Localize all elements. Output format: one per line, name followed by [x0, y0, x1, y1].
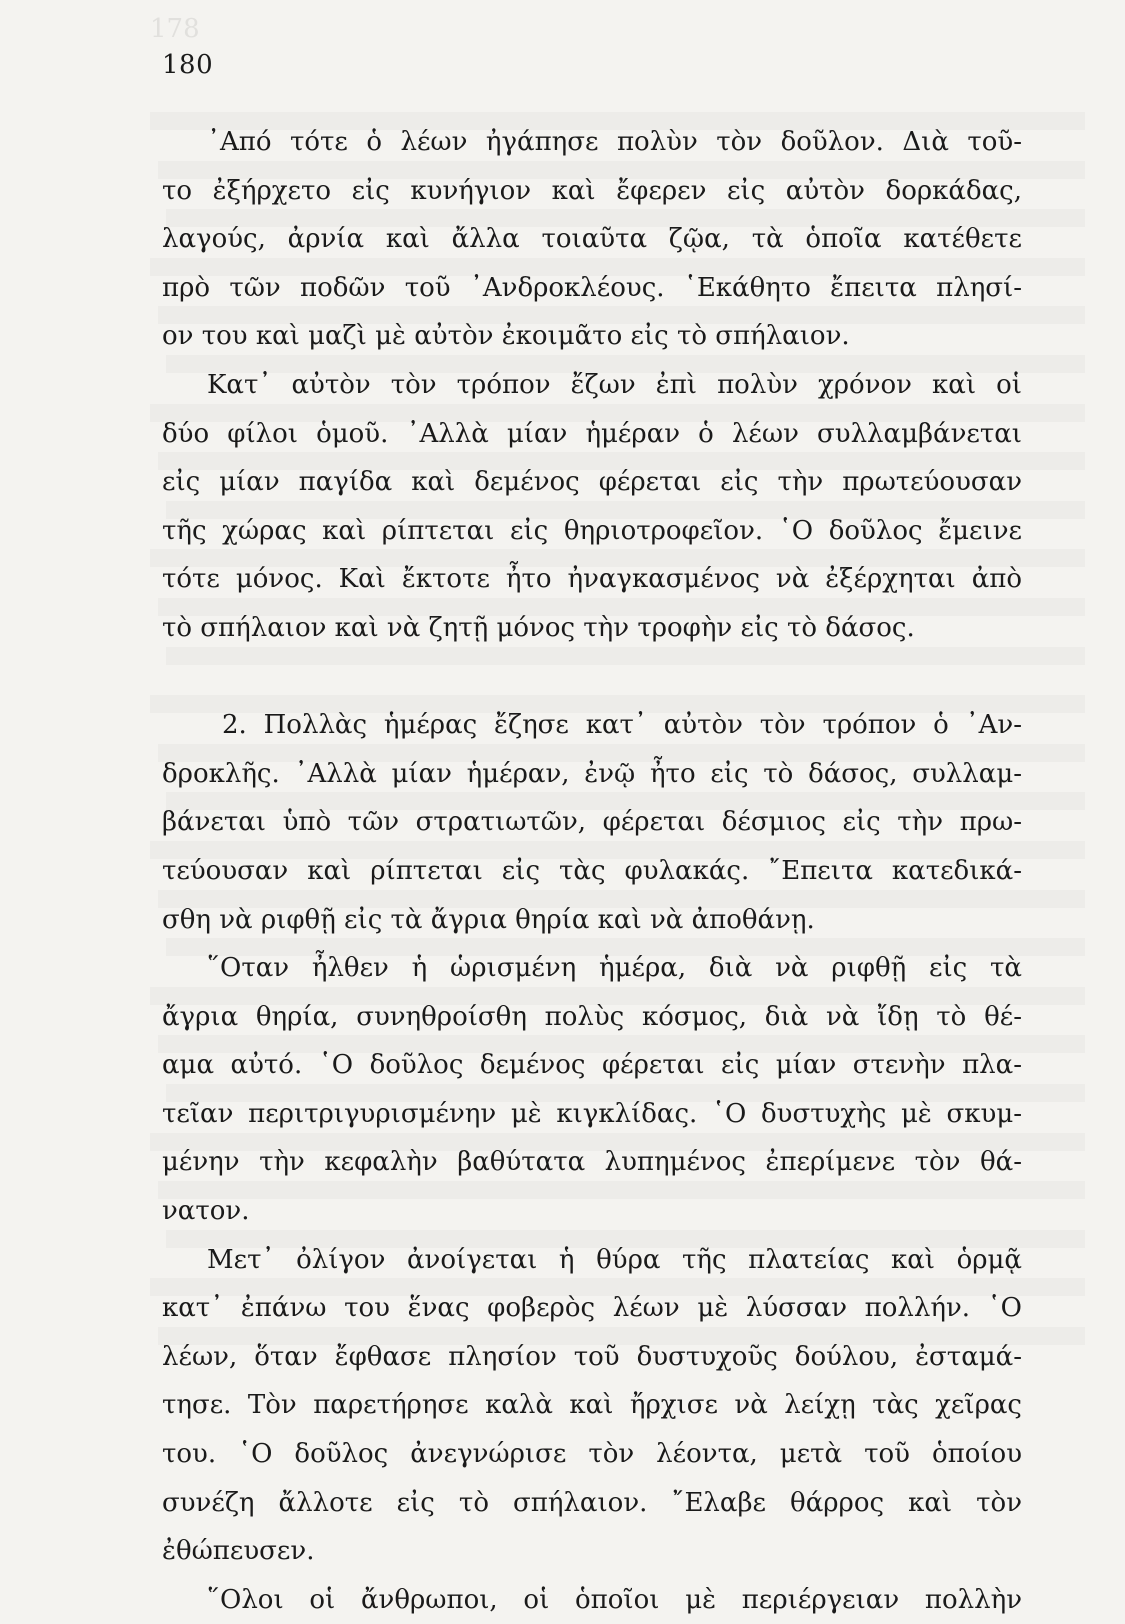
text-line: ῞Οταν ἦλθεν ἡ ὡρισμένη ἡμέρα, διὰ νὰ ριφθῇ εἰς τὰ — [207, 953, 1022, 984]
text-line: τῆς χώρας καὶ ρίπτεται εἰς θηριοτροφεῖον. ῾Ο δοῦλος ἔμεινε — [162, 515, 1022, 546]
text-line: τότε μόνος. Καὶ ἔκτοτε ἦτο ἠναγκασμένος νὰ ἐξέρχηται ἀπὸ — [162, 564, 1022, 595]
text-line: συνέζη ἄλλοτε εἰς τὸ σπήλαιον. ῎Ελαβε θάρρος καὶ τὸν — [162, 1487, 1022, 1518]
bleed-through-page-number: 178 — [150, 14, 200, 44]
text-line: του. ῾Ο δοῦλος ἀνεγνώρισε τὸν λέοντα, μετὰ τοῦ ὁποίου — [162, 1439, 1022, 1470]
text-line: σθη νὰ ριφθῇ εἰς τὰ ἄγρια θηρία καὶ νὰ ἀποθάνῃ. — [162, 904, 815, 935]
text-line: αμα αὐτό. ῾Ο δοῦλος δεμένος φέρεται εἰς μίαν στενὴν πλα- — [162, 1050, 1022, 1081]
text-line: τὸ σπήλαιον καὶ νὰ ζητῇ μόνος τὴν τροφὴν εἰς τὸ δάσος. — [162, 612, 915, 643]
text-line: δύο φίλοι ὁμοῦ. ᾿Αλλὰ μίαν ἡμέραν ὁ λέων συλλαμβάνεται — [162, 418, 1022, 449]
text-line: ᾿Από τότε ὁ λέων ἠγάπησε πολὺν τὸν δοῦλον. Διὰ τοῦ- — [207, 127, 1022, 157]
text-line: το ἐξήρχετο εἰς κυνήγιον καὶ ἔφερεν εἰς αὐτὸν δορκάδας, — [162, 175, 1022, 206]
text-line: ἐθώπευσεν. — [162, 1536, 315, 1567]
text-line: 2. Πολλὰς ἡμέρας ἔζησε κατ᾿ αὐτὸν τὸν τρόπον ὁ ᾿Αν- — [222, 710, 1022, 741]
text-line: πρὸ τῶν ποδῶν τοῦ ᾿Ανδροκλέους. ῾Εκάθητο ἔπειτα πλησί- — [162, 272, 1022, 303]
text-line: λαγούς, ἀρνία καὶ ἄλλα τοιαῦτα ζῷα, τὰ ὁποῖα κατέθετε — [162, 224, 1022, 255]
text-line: εἰς μίαν παγίδα καὶ δεμένος φέρεται εἰς τὴν πρωτεύουσαν — [162, 467, 1022, 498]
text-line: τεύουσαν καὶ ρίπτεται εἰς τὰς φυλακάς. ῎Επειτα κατεδικά- — [162, 855, 1022, 886]
text-line: μένην τὴν κεφαλὴν βαθύτατα λυπημένος ἐπερίμενε τὸν θά- — [162, 1147, 1022, 1178]
body-text — [162, 118, 1022, 1624]
text-line: δροκλῆς. ᾿Αλλὰ μίαν ἡμέραν, ἐνῷ ἦτο εἰς τὸ δάσος, συλλαμ- — [162, 758, 1022, 789]
text-line: Μετ᾿ ὀλίγον ἀνοίγεται ἡ θύρα τῆς πλατείας καὶ ὁρμᾷ — [207, 1244, 1022, 1275]
text-line: λέων, ὅταν ἔφθασε πλησίον τοῦ δυστυχοῦς δούλου, ἐσταμά- — [162, 1341, 1022, 1372]
text-line: νατον. — [162, 1196, 250, 1227]
text-line: τεῖαν περιτριγυρισμένην μὲ κιγκλίδας. ῾Ο δυστυχὴς μὲ σκυμ- — [162, 1098, 1022, 1129]
text-line — [162, 653, 1022, 702]
text-line: κατ᾿ ἐπάνω του ἕνας φοβερὸς λέων μὲ λύσσαν πολλήν. ῾Ο — [162, 1293, 1022, 1324]
text-line: Κατ᾿ αὐτὸν τὸν τρόπον ἔζων ἐπὶ πολὺν χρόνον καὶ οἱ — [207, 369, 1022, 400]
text-line: ον του καὶ μαζὶ μὲ αὐτὸν ἐκοιμᾶτο εἰς τὸ σπήλαιον. — [162, 321, 850, 352]
text-line: ἄγρια θηρία, συνηθροίσθη πολὺς κόσμος, διὰ νὰ ἴδῃ τὸ θέ- — [162, 1001, 1022, 1032]
page-number: 180 — [162, 50, 214, 80]
text-line: τησε. Τὸν παρετήρησε καλὰ καὶ ἤρχισε νὰ λείχῃ τὰς χεῖρας — [162, 1390, 1022, 1421]
text-line: ῞Ολοι οἱ ἄνθρωποι, οἱ ὁποῖοι μὲ περιέργειαν πολλὴν — [207, 1584, 1022, 1615]
text-line: βάνεται ὑπὸ τῶν στρατιωτῶν, φέρεται δέσμιος εἰς τὴν πρω- — [162, 807, 1022, 838]
